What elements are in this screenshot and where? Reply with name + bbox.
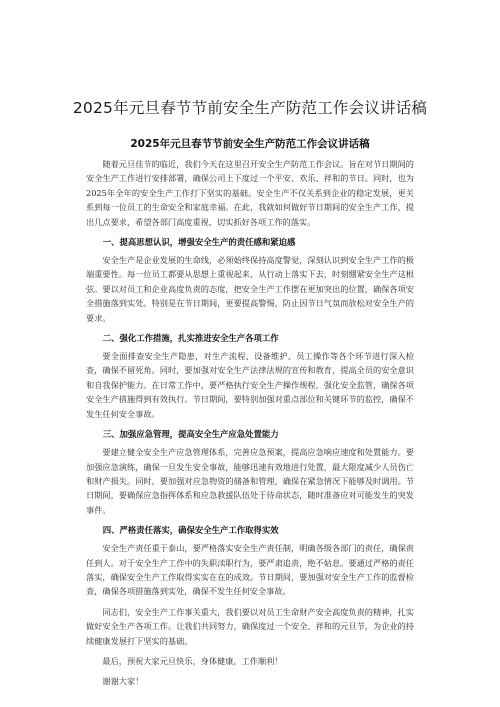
section-heading-2: 二、强化工作措施，扎实推进安全生产各项工作 — [102, 333, 279, 344]
section-paragraph-4: 安全生产责任重于泰山，要严格落实安全生产责任制，明确各级各部门的责任，确保责任到人。对于安全生产工作中的失职渎职行为，要严肃追责，绝不姑息。要通过严格的责任落实，确保安全生产工作取得实实在在的成效。节日期间，要加强对安全生产工作的监督检查，确保各项措施落到实处，确保不发生任何安全事故。 — [86, 543, 414, 597]
section-paragraph-1: 安全生产是企业发展的生命线，必须始终保持高度警觉，深刻认识到安全生产工作的极端重要性。每一位员工都要从思想上重视起来，从行动上落实下去，时刻绷紧安全生产这根弦。要以对员工和企业高度负责的态度，把安全生产工作摆在更加突出的位置，确保各项安全措施落到实处。特别是在节日期间，更要提高警惕，防止因节日气氛而放松对安全生产的要求。 — [86, 255, 414, 323]
closing-line: 最后，预祝大家元旦快乐，身体健康，工作顺利！ — [102, 655, 283, 666]
section-heading-3: 三、加强应急管理，提高安全生产应急处置能力 — [102, 429, 279, 440]
intro-paragraph: 随着元旦佳节的临近，我们今天在这里召开安全生产防范工作会议。旨在对节日期间的安全生产工作进行安排部署，确保公司上下度过一个平安、欢乐、祥和的节日。同时，也为2025年全年的安全生产工作打下坚实的基础。安全生产不仅关系到企业的稳定发展，更关系到每一位员工的生命安全和家庭幸福。在此，我就如何做好节日期间的安全生产工作，提出几点要求，希望各部门高度重视，切实抓好各项工作的落实。 — [86, 159, 414, 227]
conclusion-paragraph: 同志们，安全生产工作事关重大，我们要以对员工生命财产安全高度负责的精神，扎实做好安全生产各项工作。让我们共同努力，确保度过一个安全、祥和的元旦节，为企业的持续健康发展打下坚实的基础。 — [86, 606, 414, 646]
document-subtitle: 2025年元旦春节节前安全生产防范工作会议讲话稿 — [130, 138, 370, 150]
document-title: 2025年元旦春节节前安全生产防范工作会议讲话稿 — [72, 99, 428, 117]
section-heading-1: 一、提高思想认识，增强安全生产的责任感和紧迫感 — [102, 237, 296, 248]
document-body — [86, 157, 414, 689]
section-paragraph-2: 要全面排查安全生产隐患，对生产流程、设备维护、员工操作等各个环节进行深入检查，确保不留死角。同时，要加强对安全生产法律法规的宣传和教育，提高全员的安全意识和自我保护能力。在日常工作中，要严格执行安全生产操作规程，强化安全监管，确保各项安全生产措施得到有效执行。节日期间，要特别加强对重点部位和关键环节的监控，确保不发生任何安全事故。 — [86, 351, 414, 419]
section-paragraph-3: 要建立健全安全生产应急管理体系，完善应急预案，提高应急响应速度和处置能力。要加强应急演练，确保一旦发生安全事故，能够迅速有效地进行处置，最大限度减少人员伤亡和财产损失。同时，要加强对应急物资的储备和管理，确保在紧急情况下能够及时调用。节日期间，要确保应急指挥体系和应急救援队伍处于待命状态，随时准备应对可能发生的突发事件。 — [86, 447, 414, 515]
section-heading-4: 四、严格责任落实，确保安全生产工作取得实效 — [102, 525, 279, 536]
thanks-line: 谢谢大家！ — [102, 676, 144, 687]
